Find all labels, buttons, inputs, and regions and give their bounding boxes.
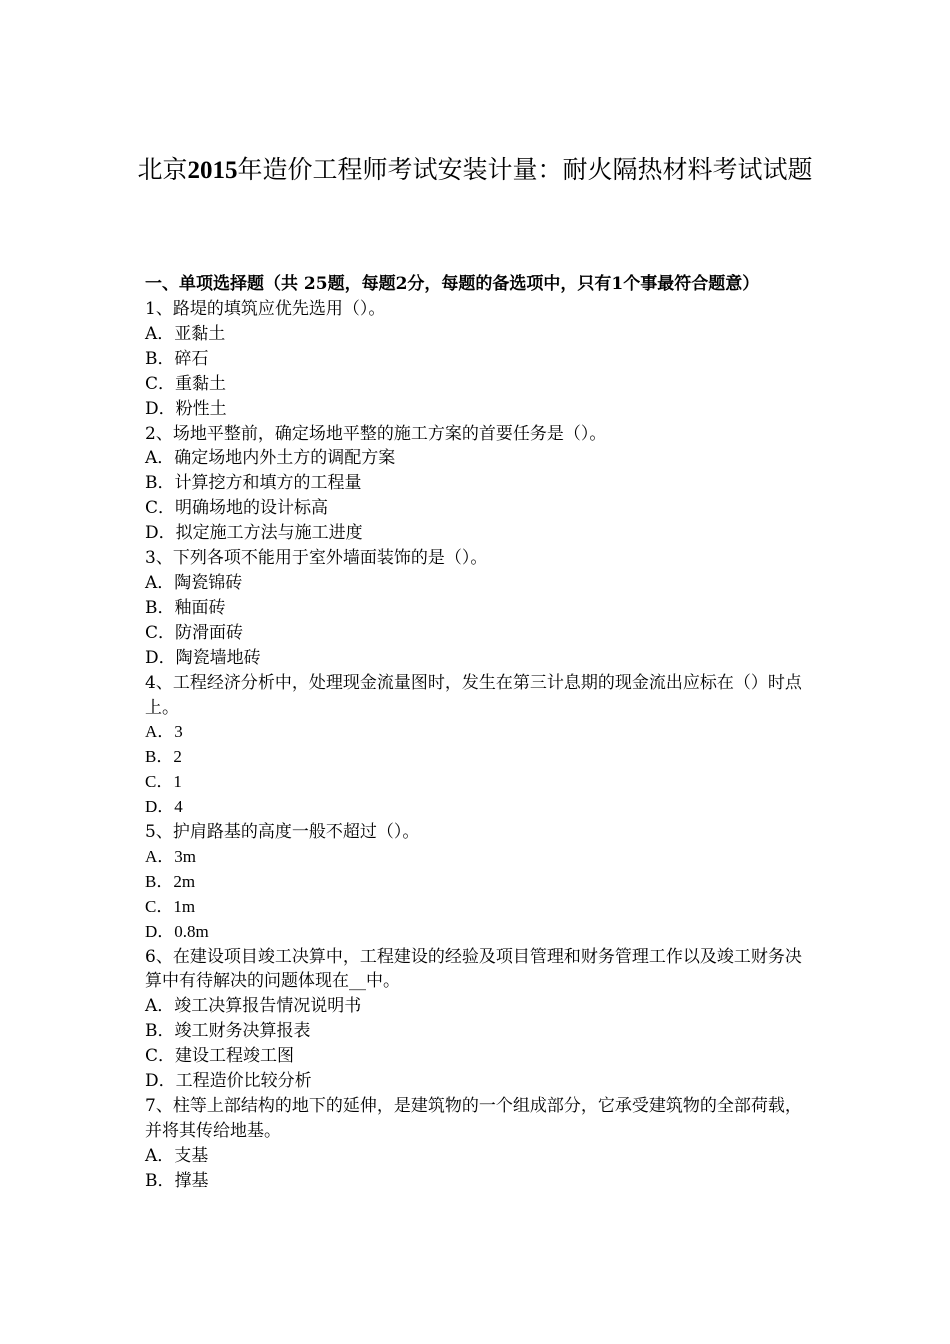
question-1: [145, 297, 810, 422]
question-stem: 1、路堤的填筑应优先选用（）。: [145, 299, 386, 319]
question-stem: 6、在建设项目竣工决算中，工程建设的经验及项目管理和财务管理工作以及竣工财务决算中有待解决的问题体现在__中。: [145, 946, 802, 992]
option-d: D．工程造价比较分析: [145, 1071, 312, 1092]
option-a: A．陶瓷锦砖: [145, 572, 243, 593]
option-a: A．3: [145, 722, 183, 742]
option-c: C．防滑面砖: [145, 622, 244, 643]
question-3: [145, 546, 810, 671]
option-d: D．4: [145, 797, 183, 817]
option-d: D．0.8m: [145, 921, 209, 941]
option-b: B．竣工财务决算报表: [145, 1021, 311, 1042]
question-5: [145, 820, 810, 945]
option-d: D．粉性土: [145, 398, 227, 419]
option-b: B．计算挖方和填方的工程量: [145, 473, 362, 494]
option-a: A．确定场地内外土方的调配方案: [145, 448, 396, 469]
question-6: [145, 945, 810, 1094]
option-c: C．建设工程竣工图: [145, 1046, 295, 1067]
question-7: [145, 1094, 810, 1194]
option-c: C．重黏土: [145, 373, 227, 394]
title-year: 2015: [187, 157, 238, 184]
option-b: B．2m: [145, 871, 196, 891]
option-b: B．2: [145, 747, 182, 767]
option-b: B．撑基: [145, 1170, 209, 1191]
option-b: B．釉面砖: [145, 597, 226, 618]
option-a: A．亚黏土: [145, 323, 226, 344]
question-stem: 2、场地平整前，确定场地平整的施工方案的首要任务是（）。: [145, 423, 607, 444]
option-c: C．1: [145, 772, 182, 792]
question-stem: 7、柱等上部结构的地下的延伸，是建筑物的一个组成部分，它承受建筑物的全部荷载，并将其传给地基。: [145, 1096, 802, 1141]
option-d: D．拟定施工方法与施工进度: [145, 523, 363, 544]
section-heading: 一、单项选择题（共 25题，每题2分，每题的备选项中，只有1个事最符合题意）: [145, 274, 760, 294]
question-stem: 3、下列各项不能用于室外墙面装饰的是（）。: [145, 548, 488, 569]
option-b: B．碎石: [145, 348, 209, 369]
title-prefix: 北京: [137, 155, 188, 184]
document-title: [110, 144, 840, 196]
question-stem: 4、工程经济分析中，处理现金流量图时，发生在第三计息期的现金流出应标在（）时点上。: [145, 672, 802, 718]
question-2: [145, 422, 810, 547]
question-stem: 5、护肩路基的高度一般不超过（）。: [145, 822, 420, 843]
document-body: [145, 272, 810, 1194]
title-suffix: 年造价工程师考试安装计量：耐火隔热材料考试试题: [237, 155, 813, 184]
option-a: A．支基: [145, 1145, 209, 1166]
question-4: [145, 671, 810, 820]
option-a: A．3m: [145, 846, 196, 866]
option-a: A．竣工决算报告情况说明书: [145, 996, 362, 1017]
option-d: D．陶瓷墙地砖: [145, 647, 261, 668]
option-c: C．明确场地的设计标高: [145, 498, 329, 519]
option-c: C．1m: [145, 896, 196, 916]
